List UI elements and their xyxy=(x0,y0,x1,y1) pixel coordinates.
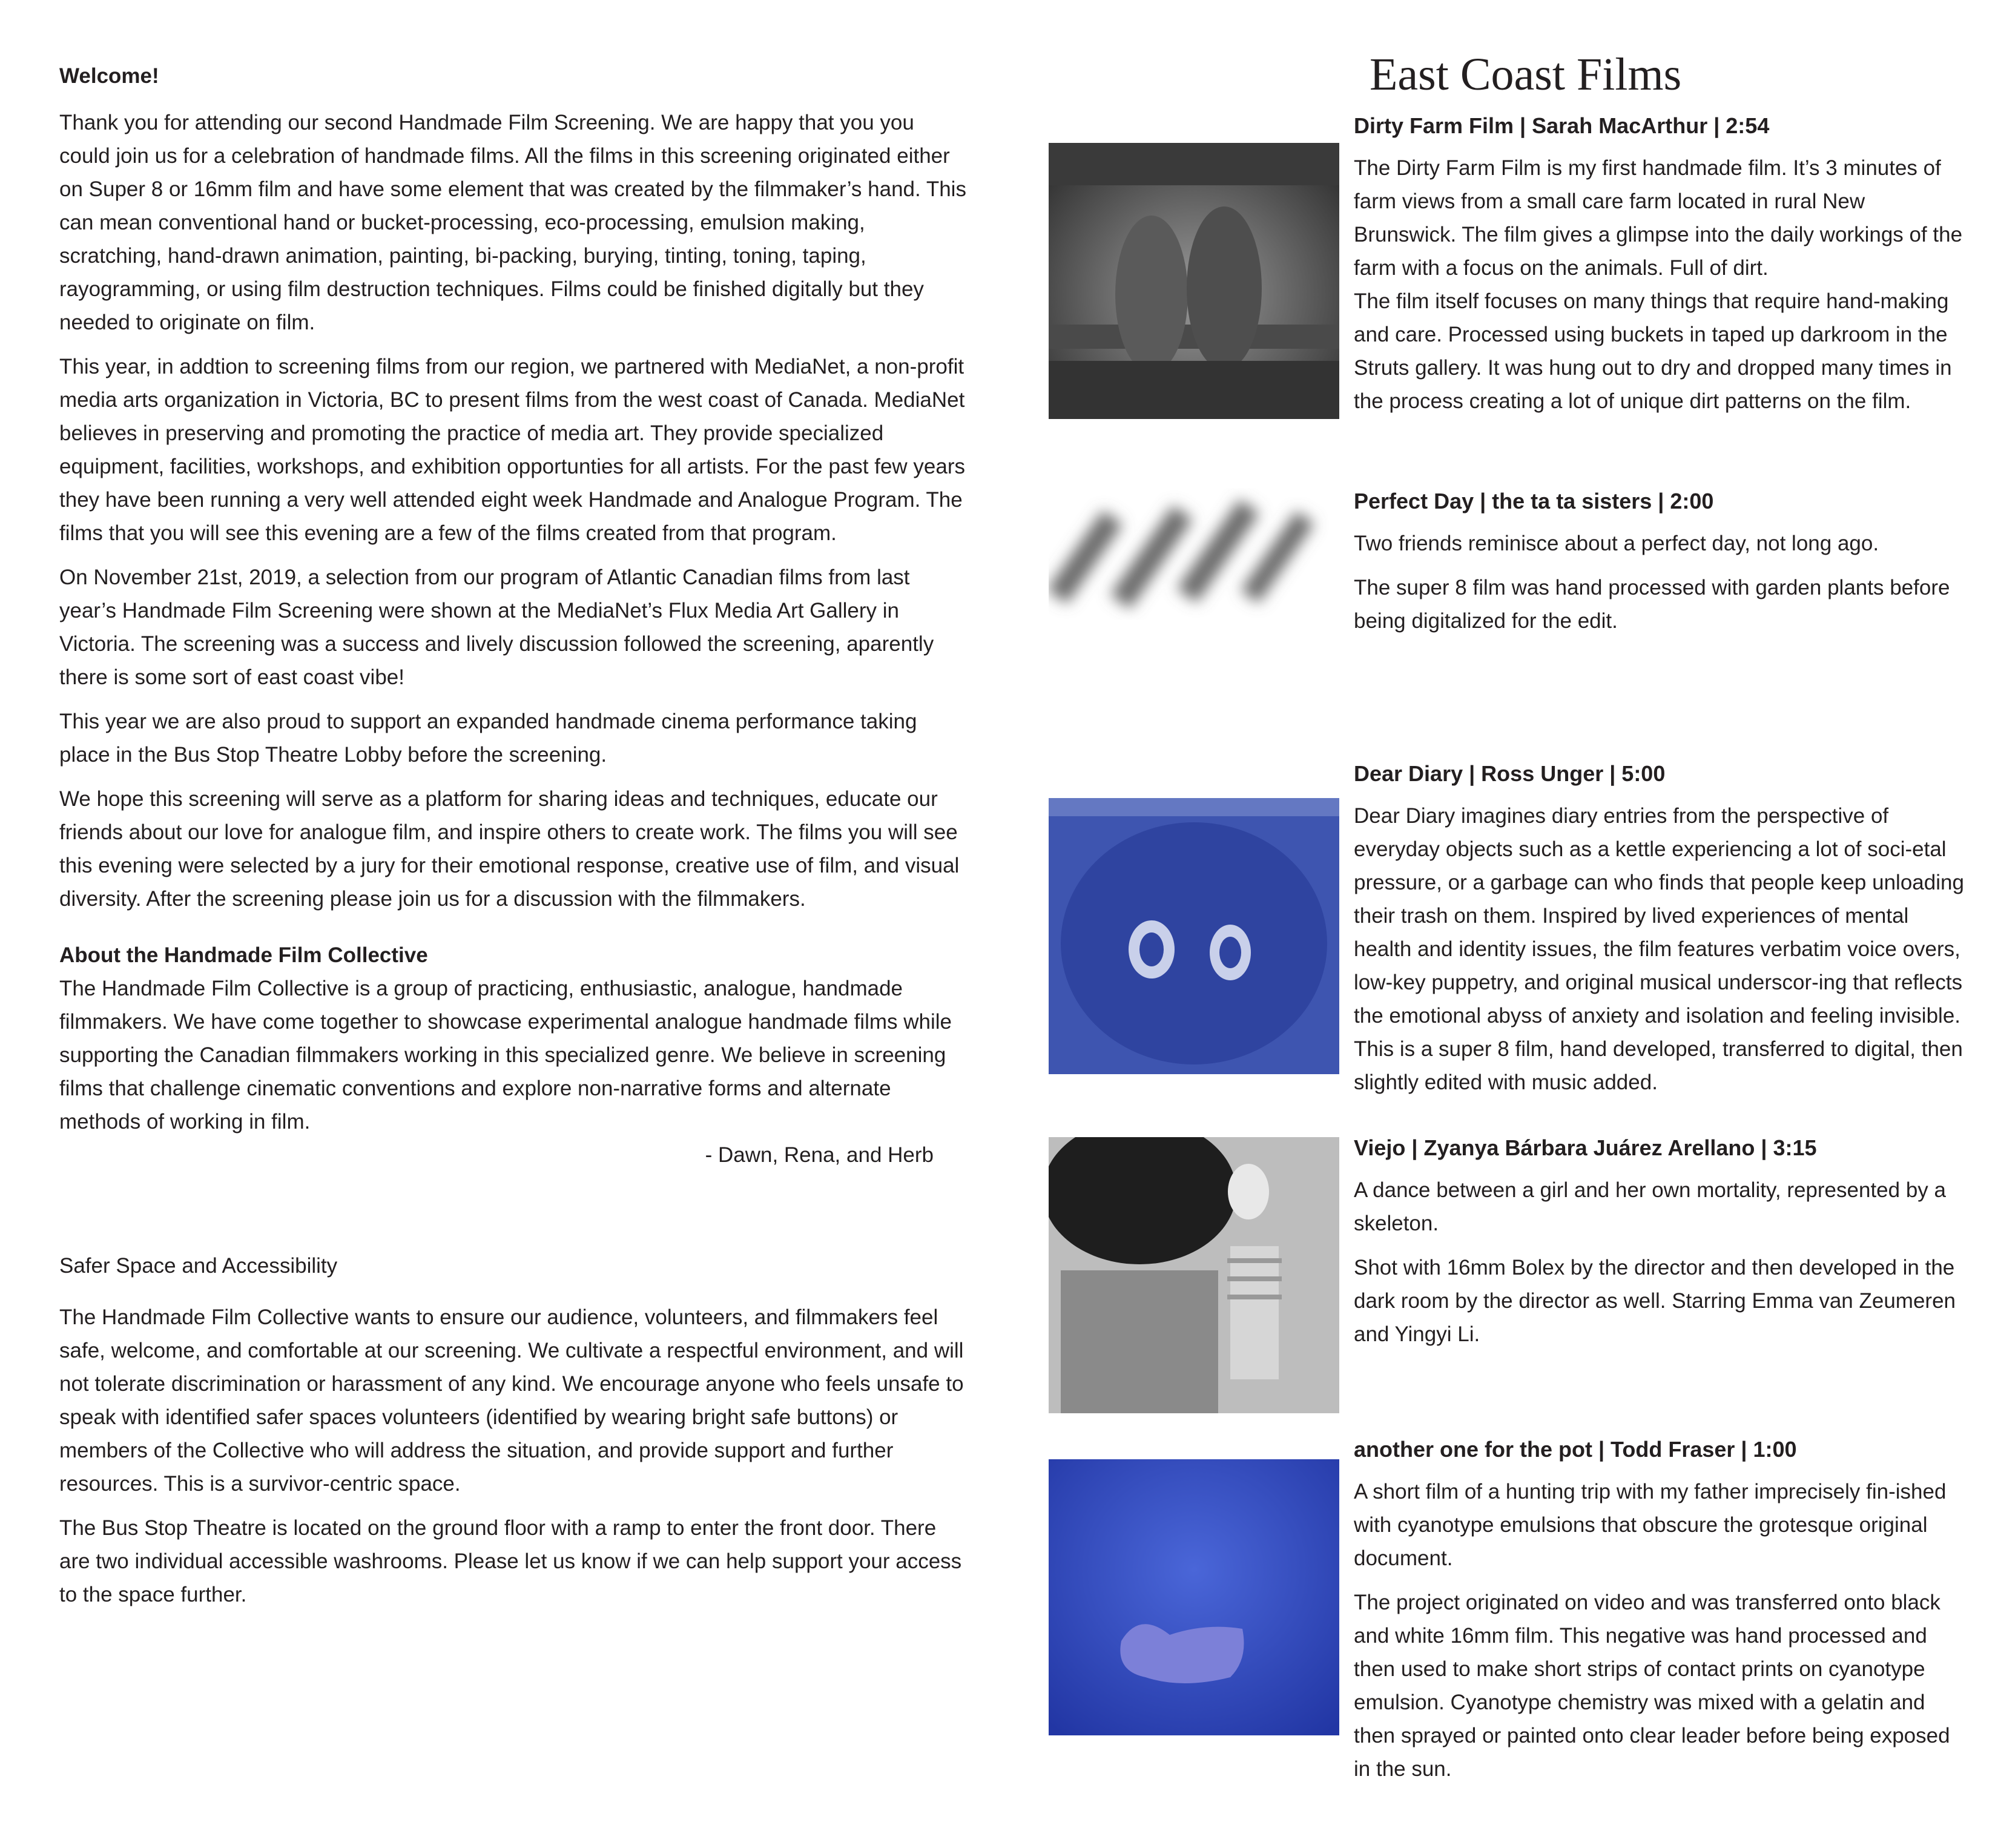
intro-paragraph: We hope this screening will serve as a platform for sharing ideas and techniques, educate our friends about our love for analogue film, and inspire others to create work. The films you will see this evening were selected by a jury for their emotional response, creative use of film, and visual diversity. After the screening please join us for a discussion with the filmmakers. xyxy=(59,787,960,911)
intro-paragraph: On November 21st, 2019, a selection from our program of Atlantic Canadian films from last year’s Handmade Film Screening were shown at the MediaNet’s Flux Media Art Gallery in Victoria. The screening was a success and lively discussion followed the screening, aparently there is some sort of east coast vibe! xyxy=(59,566,934,689)
film-entry xyxy=(1354,487,1971,648)
safe-space-title: Safer Space and Accessibility xyxy=(59,1254,338,1278)
film-description: A dance between a girl and her own mortality, represented by a skeleton. xyxy=(1354,1178,1946,1235)
film-description: A short film of a hunting trip with my father imprecisely fin-ished with cyanotype emulsions that obscure the grotesque original document. xyxy=(1354,1480,1947,1570)
film-description: Dear Diary imagines diary entries from the perspective of everyday objects such as a kettle experiencing a lot of soci-etal pressure, or a garbage can who finds that people keep unloading their trash on them. Inspired by lived experiences of mental health and identity issues, the film features verbatim voice overs, low-key puppetry, and original musical underscor-ing that reflects the emotional abyss of anxiety and isolation and feeling invisible. This is a super 8 film, hand developed, transferred to digital, then slightly edited with music added. xyxy=(1354,804,1964,1094)
film-description: Two friends reminisce about a perfect day, not long ago. xyxy=(1354,532,1879,555)
intro-paragraph: This year, in addtion to screening films from our region, we partnered with MediaNet, a non-profit media arts organization in Victoria, BC to present films from the west coast of Canada. MediaNet believes in preserving and promoting the practice of media art. They provide specialized equipment, facilities, workshops, and exhibition opportunties for all artists. For the past few years they have been running a very well attended eight week Handmade and Analogue Program. The films that you will see this evening are a few of the films created from that program. xyxy=(59,355,966,545)
film-still-viejo xyxy=(1049,1137,1339,1413)
safe-space-paragraph: The Handmade Film Collective wants to ensure our audience, volunteers, and filmmakers feel safe, welcome, and comfortable at our screening. We cultivate a respectful environment, and will not tolerate discrimination or harassment of any kind. We encourage anyone who feels unsafe to speak with identified safer spaces volunteers (identified by wearing bright safe buttons) or members of the Collective who will address the situation, and provide support and further resources. This is a survivor-centric space. xyxy=(59,1305,964,1496)
film-entry xyxy=(1354,759,1971,1110)
film-heading: another one for the pot | Todd Fraser | 1:00 xyxy=(1354,1437,1797,1462)
film-entry xyxy=(1354,111,1971,429)
film-heading: Perfect Day | the ta ta sisters | 2:00 xyxy=(1354,489,1714,513)
film-description: The Dirty Farm Film is my first handmade film. It’s 3 minutes of farm views from a small care farm located in rural New Brunswick. The film gives a glimpse into the daily workings of the farm with a focus on the animals. Full of dirt. xyxy=(1354,156,1963,280)
intro-paragraph: This year we are also proud to support an expanded handmade cinema performance taking place in the Bus Stop Theatre Lobby before the screening. xyxy=(59,710,917,767)
film-still-dear-diary xyxy=(1049,798,1339,1074)
section-title: East Coast Films xyxy=(1370,49,1682,100)
film-entry xyxy=(1354,1435,1971,1797)
film-heading: Dirty Farm Film | Sarah MacArthur | 2:54 xyxy=(1354,113,1770,138)
accessibility-paragraph: The Bus Stop Theatre is located on the ground floor with a ramp to enter the front door. There are two individual accessible washrooms. Please let us know if we can help support your access to the space further. xyxy=(59,1516,962,1606)
film-still-dirty-farm xyxy=(1049,143,1339,419)
film-description: The super 8 film was hand processed with garden plants before being digitalized for the edit. xyxy=(1354,576,1950,633)
signature: - Dawn, Rena, and Herb xyxy=(705,1143,934,1167)
film-still-perfect-day xyxy=(1049,484,1339,761)
film-description: The film itself focuses on many things that require hand-making and care. Processed using buckets in taped up darkroom in the Struts gallery. It was hung out to dry and dropped many times in the process creating a lot of unique dirt patterns on the film. xyxy=(1354,289,1952,413)
film-heading: Dear Diary | Ross Unger | 5:00 xyxy=(1354,761,1666,786)
intro-column xyxy=(59,59,968,1622)
intro-paragraph: Thank you for attending our second Handmade Film Screening. We are happy that you you could join us for a celebration of handmade films. All the films in this screening originated either on Super 8 or 16mm film and have some element that was created by the filmmaker’s hand. This can mean conventional hand or bucket-processing, eco-processing, emulsion making, scratching, hand-drawn animation, painting, bi-packing, burying, tinting, toning, taping, rayogramming, or using film destruction techniques. Films could be finished digitally but they needed to originate on film. xyxy=(59,111,966,334)
film-still-another-one-for-the-pot xyxy=(1049,1459,1339,1735)
about-paragraph: The Handmade Film Collective is a group of practicing, enthusiastic, analogue, handmade filmmakers. We have come together to showcase experimental analogue handmade films while supporting the Canadian filmmakers working in this specialized genre. We believe in screening films that challenge cinematic conventions and explore non-narrative forms and alternate methods of working in film. xyxy=(59,977,952,1134)
film-entry xyxy=(1354,1134,1971,1362)
welcome-heading: Welcome! xyxy=(59,64,159,88)
about-heading: About the Handmade Film Collective xyxy=(59,943,428,967)
film-heading: Viejo | Zyanya Bárbara Juárez Arellano | 3:15 xyxy=(1354,1135,1817,1160)
film-description: Shot with 16mm Bolex by the director and then developed in the dark room by the director as well. Starring Emma van Zeumeren and Yingyi Li. xyxy=(1354,1256,1956,1346)
film-description: The project originated on video and was transferred onto black and white 16mm film. This negative was hand processed and then used to make short strips of contact prints on cyanotype emulsion. Cyanotype chemistry was mixed with a gelatin and then sprayed or painted onto clear leader before being exposed in the sun. xyxy=(1354,1591,1950,1781)
